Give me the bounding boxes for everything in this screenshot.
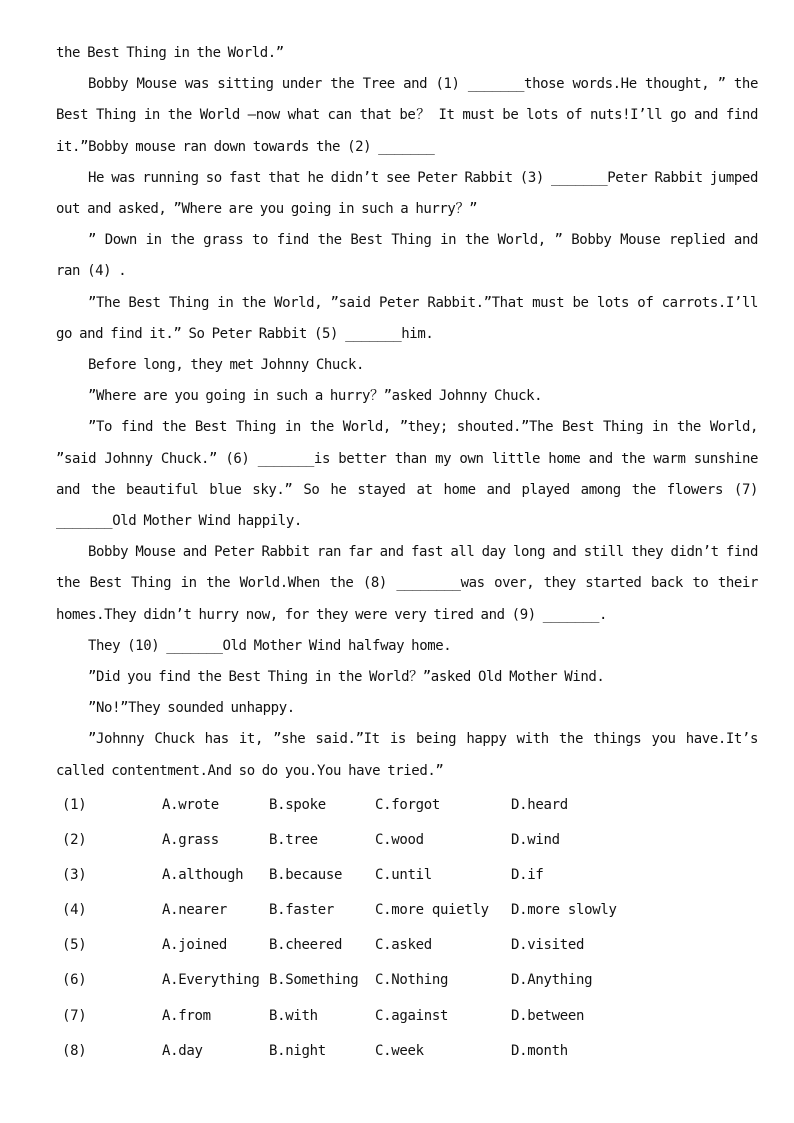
option-b: B.night bbox=[269, 1042, 326, 1059]
option-a: A.although bbox=[162, 867, 244, 884]
option-a: A.wrote bbox=[162, 797, 219, 813]
question-number: (2) bbox=[62, 832, 87, 849]
option-row bbox=[62, 965, 742, 1000]
option-b: B.with bbox=[269, 1007, 318, 1024]
option-d: D.wind bbox=[511, 832, 560, 849]
passage-paragraph: Before long, they met Johnny Chuck. bbox=[88, 357, 365, 374]
option-row bbox=[62, 860, 742, 895]
option-c: C.Nothing bbox=[375, 972, 449, 989]
option-a: A.from bbox=[162, 1007, 211, 1024]
question-number: (3) bbox=[62, 867, 87, 884]
passage-paragraph: ”To find the Best Thing in the World, ”they; shouted.”The Best Thing in the World, ”said Johnny Chuck.” (6) _______is better than my own little home and the warm sunshine and the beautiful blue sky.” So he stayed at home and played among the flowers (7) _______Old Mother Wind happily. bbox=[56, 419, 758, 530]
question-number: (5) bbox=[62, 937, 87, 954]
option-row bbox=[62, 1001, 742, 1036]
option-c: C.against bbox=[375, 1007, 449, 1024]
passage-paragraph: He was running so fast that he didn’t see Peter Rabbit (3) _______Peter Rabbit jumped out and asked, ”Where are you going in such a hurry？” bbox=[56, 169, 758, 218]
option-d: D.Anything bbox=[511, 972, 593, 989]
option-c: C.week bbox=[375, 1042, 424, 1059]
option-d: D.between bbox=[511, 1007, 585, 1024]
answer-options bbox=[62, 790, 742, 1071]
option-a: A.day bbox=[162, 1042, 203, 1059]
option-row bbox=[62, 930, 742, 965]
option-d: D.heard bbox=[511, 797, 568, 813]
option-d: D.visited bbox=[511, 937, 585, 954]
option-row bbox=[62, 1036, 742, 1071]
passage bbox=[56, 38, 758, 787]
passage-paragraph: ”Johnny Chuck has it, ”she said.”It is being happy with the things you have.It’s called contentment.And so do you.You have tried.” bbox=[56, 731, 758, 779]
option-row bbox=[62, 895, 742, 930]
passage-paragraph: ”No!”They sounded unhappy. bbox=[88, 700, 295, 717]
option-d: D.if bbox=[511, 867, 544, 884]
passage-paragraph: ”Where are you going in such a hurry？”asked Johnny Chuck. bbox=[88, 388, 543, 405]
option-d: D.more slowly bbox=[511, 902, 617, 919]
option-a: A.nearer bbox=[162, 902, 228, 919]
option-a: A.Everything bbox=[162, 972, 260, 989]
option-b: B.tree bbox=[269, 832, 318, 849]
option-c: C.until bbox=[375, 867, 432, 884]
option-c: C.wood bbox=[375, 832, 424, 849]
question-number: (7) bbox=[62, 1007, 87, 1024]
passage-paragraph: ”Did you find the Best Thing in the World？”asked Old Mother Wind. bbox=[88, 669, 605, 686]
option-c: C.forgot bbox=[375, 797, 441, 813]
passage-paragraph: Bobby Mouse and Peter Rabbit ran far and fast all day long and still they didn’t find the Best Thing in the World.When the (8) ________was over, they started back to their homes.They didn’t hurry now, for they were very tired and (9) _______. bbox=[56, 544, 758, 623]
question-number: (4) bbox=[62, 902, 87, 919]
question-number: (1) bbox=[62, 797, 87, 813]
question-number: (8) bbox=[62, 1042, 87, 1059]
option-a: A.grass bbox=[162, 832, 219, 849]
option-d: D.month bbox=[511, 1042, 568, 1059]
question-number: (6) bbox=[62, 972, 87, 989]
option-row bbox=[62, 790, 742, 825]
passage-paragraph: They (10) _______Old Mother Wind halfway home. bbox=[88, 637, 452, 654]
passage-paragraph: Bobby Mouse was sitting under the Tree and (1) _______those words.He thought, ” the Best Thing in the World —now what can that be？ It must be lots of nuts!I’ll go and find it.”Bobby mouse ran down towards the (2) _______ bbox=[56, 76, 758, 155]
option-b: B.spoke bbox=[269, 797, 326, 813]
option-row bbox=[62, 825, 742, 860]
option-c: C.more quietly bbox=[375, 902, 489, 919]
option-b: B.faster bbox=[269, 902, 335, 919]
passage-paragraph: ”The Best Thing in the World, ”said Peter Rabbit.”That must be lots of carrots.I’ll go and find it.” So Peter Rabbit (5) _______him. bbox=[56, 294, 758, 342]
option-b: B.cheered bbox=[269, 937, 343, 954]
passage-paragraph: the Best Thing in the World.” bbox=[56, 45, 284, 61]
option-b: B.Something bbox=[269, 972, 359, 989]
option-a: A.joined bbox=[162, 937, 228, 954]
option-c: C.asked bbox=[375, 937, 432, 954]
option-b: B.because bbox=[269, 867, 343, 884]
passage-paragraph: ” Down in the grass to find the Best Thing in the World, ” Bobby Mouse replied and ran (4) . bbox=[56, 232, 758, 280]
